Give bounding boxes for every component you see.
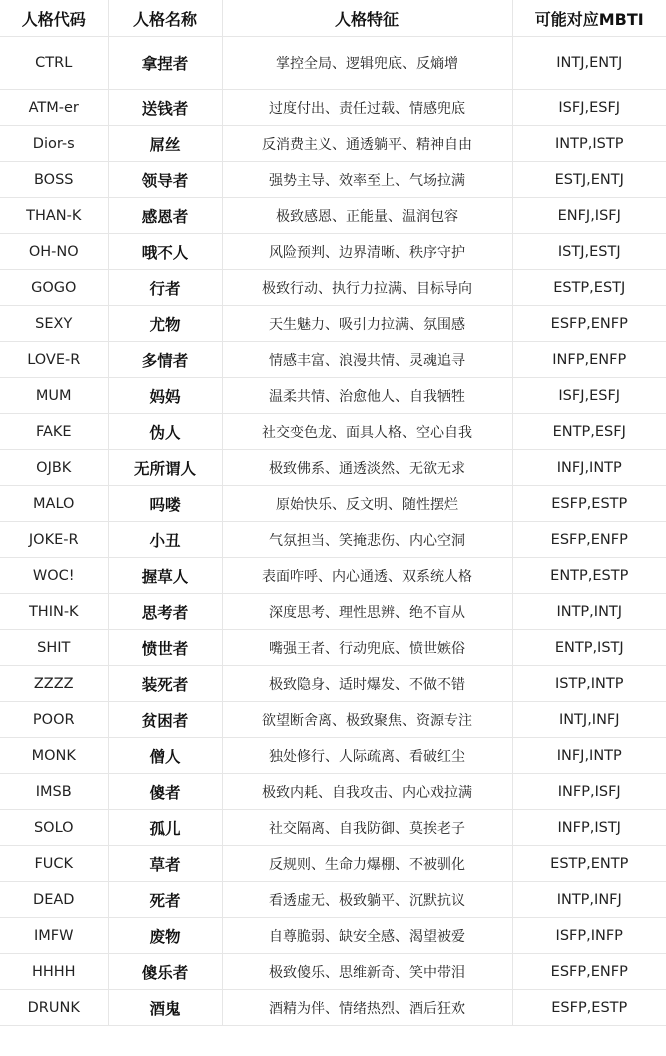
table-row — [0, 990, 666, 1026]
traits-cell: 极致隐身、适时爆发、不做不错 — [222, 666, 512, 702]
traits-cell: 极致内耗、自我攻击、内心戏拉满 — [222, 774, 512, 810]
name-cell: 傻乐者 — [108, 954, 222, 990]
header-traits: 人格特征 — [222, 0, 512, 37]
table-row — [0, 270, 666, 306]
traits-cell: 极致感恩、正能量、温润包容 — [222, 198, 512, 234]
code-cell: GOGO — [0, 270, 108, 306]
table-row — [0, 738, 666, 774]
code-cell: POOR — [0, 702, 108, 738]
name-cell: 僧人 — [108, 738, 222, 774]
table-row — [0, 414, 666, 450]
table-row — [0, 342, 666, 378]
table-row — [0, 378, 666, 414]
traits-cell: 掌控全局、逻辑兜底、反熵增 — [222, 37, 512, 90]
code-cell: MUM — [0, 378, 108, 414]
code-cell: ZZZZ — [0, 666, 108, 702]
table-row — [0, 702, 666, 738]
traits-cell: 原始快乐、反文明、随性摆烂 — [222, 486, 512, 522]
code-cell: LOVE-R — [0, 342, 108, 378]
name-cell: 行者 — [108, 270, 222, 306]
table-row — [0, 198, 666, 234]
mbti-cell: ENTP,ESFJ — [512, 414, 666, 450]
code-cell: ATM-er — [0, 90, 108, 126]
code-cell: SHIT — [0, 630, 108, 666]
mbti-cell: ISFJ,ESFJ — [512, 378, 666, 414]
name-cell: 愤世者 — [108, 630, 222, 666]
table-row — [0, 558, 666, 594]
name-cell: 妈妈 — [108, 378, 222, 414]
traits-cell: 情感丰富、浪漫共情、灵魂追寻 — [222, 342, 512, 378]
name-cell: 孤儿 — [108, 810, 222, 846]
mbti-cell: ISTP,INTP — [512, 666, 666, 702]
name-cell: 死者 — [108, 882, 222, 918]
mbti-cell: ESFP,ENFP — [512, 954, 666, 990]
table-row — [0, 954, 666, 990]
mbti-cell: ESTP,ENTP — [512, 846, 666, 882]
code-cell: IMFW — [0, 918, 108, 954]
table-row — [0, 774, 666, 810]
traits-cell: 极致行动、执行力拉满、目标导向 — [222, 270, 512, 306]
table-body — [0, 37, 666, 1026]
header-code: 人格代码 — [0, 0, 108, 37]
table-row — [0, 594, 666, 630]
mbti-cell: ISFP,INFP — [512, 918, 666, 954]
name-cell: 无所谓人 — [108, 450, 222, 486]
traits-cell: 社交隔离、自我防御、莫挨老子 — [222, 810, 512, 846]
code-cell: FAKE — [0, 414, 108, 450]
code-cell: MONK — [0, 738, 108, 774]
name-cell: 感恩者 — [108, 198, 222, 234]
code-cell: CTRL — [0, 37, 108, 90]
name-cell: 握草人 — [108, 558, 222, 594]
traits-cell: 强势主导、效率至上、气场拉满 — [222, 162, 512, 198]
traits-cell: 温柔共情、治愈他人、自我牺牲 — [222, 378, 512, 414]
header-row — [0, 0, 666, 37]
name-cell: 哦不人 — [108, 234, 222, 270]
traits-cell: 自尊脆弱、缺安全感、渴望被爱 — [222, 918, 512, 954]
code-cell: MALO — [0, 486, 108, 522]
table-header — [0, 0, 666, 37]
code-cell: JOKE-R — [0, 522, 108, 558]
traits-cell: 独处修行、人际疏离、看破红尘 — [222, 738, 512, 774]
name-cell: 酒鬼 — [108, 990, 222, 1026]
traits-cell: 看透虚无、极致躺平、沉默抗议 — [222, 882, 512, 918]
table-row — [0, 666, 666, 702]
table-row — [0, 306, 666, 342]
code-cell: OH-NO — [0, 234, 108, 270]
name-cell: 草者 — [108, 846, 222, 882]
mbti-cell: INFP,ISFJ — [512, 774, 666, 810]
mbti-cell: ISFJ,ESFJ — [512, 90, 666, 126]
traits-cell: 反消费主义、通透躺平、精神自由 — [222, 126, 512, 162]
table-row — [0, 522, 666, 558]
traits-cell: 社交变色龙、面具人格、空心自我 — [222, 414, 512, 450]
table-row — [0, 37, 666, 90]
name-cell: 拿捏者 — [108, 37, 222, 90]
header-name: 人格名称 — [108, 0, 222, 37]
code-cell: OJBK — [0, 450, 108, 486]
code-cell: DRUNK — [0, 990, 108, 1026]
traits-cell: 欲望断舍离、极致聚焦、资源专注 — [222, 702, 512, 738]
mbti-cell: INTP,INFJ — [512, 882, 666, 918]
table-row — [0, 126, 666, 162]
traits-cell: 风险预判、边界清晰、秩序守护 — [222, 234, 512, 270]
traits-cell: 深度思考、理性思辨、绝不盲从 — [222, 594, 512, 630]
mbti-cell: ENFJ,ISFJ — [512, 198, 666, 234]
mbti-cell: INTP,INTJ — [512, 594, 666, 630]
mbti-cell: INTJ,INFJ — [512, 702, 666, 738]
header-mbti: 可能对应MBTI — [512, 0, 666, 37]
table-row — [0, 162, 666, 198]
table-row — [0, 882, 666, 918]
traits-cell: 过度付出、责任过载、情感兜底 — [222, 90, 512, 126]
code-cell: HHHH — [0, 954, 108, 990]
mbti-cell: INFJ,INTP — [512, 738, 666, 774]
code-cell: FUCK — [0, 846, 108, 882]
mbti-cell: ESFP,ESTP — [512, 990, 666, 1026]
name-cell: 贫困者 — [108, 702, 222, 738]
traits-cell: 表面咋呼、内心通透、双系统人格 — [222, 558, 512, 594]
code-cell: IMSB — [0, 774, 108, 810]
mbti-cell: ESFP,ENFP — [512, 306, 666, 342]
name-cell: 多情者 — [108, 342, 222, 378]
mbti-cell: ISTJ,ESTJ — [512, 234, 666, 270]
code-cell: BOSS — [0, 162, 108, 198]
name-cell: 尤物 — [108, 306, 222, 342]
name-cell: 伪人 — [108, 414, 222, 450]
mbti-cell: ENTP,ESTP — [512, 558, 666, 594]
mbti-cell: INFP,ENFP — [512, 342, 666, 378]
table-row — [0, 918, 666, 954]
mbti-cell: ESFP,ESTP — [512, 486, 666, 522]
code-cell: SEXY — [0, 306, 108, 342]
mbti-cell: INFJ,INTP — [512, 450, 666, 486]
name-cell: 屌丝 — [108, 126, 222, 162]
table-row — [0, 630, 666, 666]
code-cell: DEAD — [0, 882, 108, 918]
name-cell: 装死者 — [108, 666, 222, 702]
name-cell: 送钱者 — [108, 90, 222, 126]
traits-cell: 嘴强王者、行动兜底、愤世嫉俗 — [222, 630, 512, 666]
name-cell: 小丑 — [108, 522, 222, 558]
code-cell: THAN-K — [0, 198, 108, 234]
table-row — [0, 90, 666, 126]
table-row — [0, 846, 666, 882]
code-cell: Dior-s — [0, 126, 108, 162]
mbti-cell: ESTP,ESTJ — [512, 270, 666, 306]
traits-cell: 天生魅力、吸引力拉满、氛围感 — [222, 306, 512, 342]
name-cell: 领导者 — [108, 162, 222, 198]
mbti-cell: ESFP,ENFP — [512, 522, 666, 558]
mbti-cell: ENTP,ISTJ — [512, 630, 666, 666]
code-cell: THIN-K — [0, 594, 108, 630]
table-row — [0, 810, 666, 846]
code-cell: SOLO — [0, 810, 108, 846]
mbti-cell: ESTJ,ENTJ — [512, 162, 666, 198]
code-cell: WOC! — [0, 558, 108, 594]
traits-cell: 酒精为伴、情绪热烈、酒后狂欢 — [222, 990, 512, 1026]
name-cell: 傻者 — [108, 774, 222, 810]
name-cell: 思考者 — [108, 594, 222, 630]
traits-cell: 极致傻乐、思维新奇、笑中带泪 — [222, 954, 512, 990]
name-cell: 吗喽 — [108, 486, 222, 522]
table-row — [0, 234, 666, 270]
table-row — [0, 450, 666, 486]
table-row — [0, 486, 666, 522]
name-cell: 废物 — [108, 918, 222, 954]
mbti-cell: INFP,ISTJ — [512, 810, 666, 846]
traits-cell: 极致佛系、通透淡然、无欲无求 — [222, 450, 512, 486]
traits-cell: 气氛担当、笑掩悲伤、内心空洞 — [222, 522, 512, 558]
mbti-cell: INTJ,ENTJ — [512, 37, 666, 90]
traits-cell: 反规则、生命力爆棚、不被驯化 — [222, 846, 512, 882]
mbti-cell: INTP,ISTP — [512, 126, 666, 162]
